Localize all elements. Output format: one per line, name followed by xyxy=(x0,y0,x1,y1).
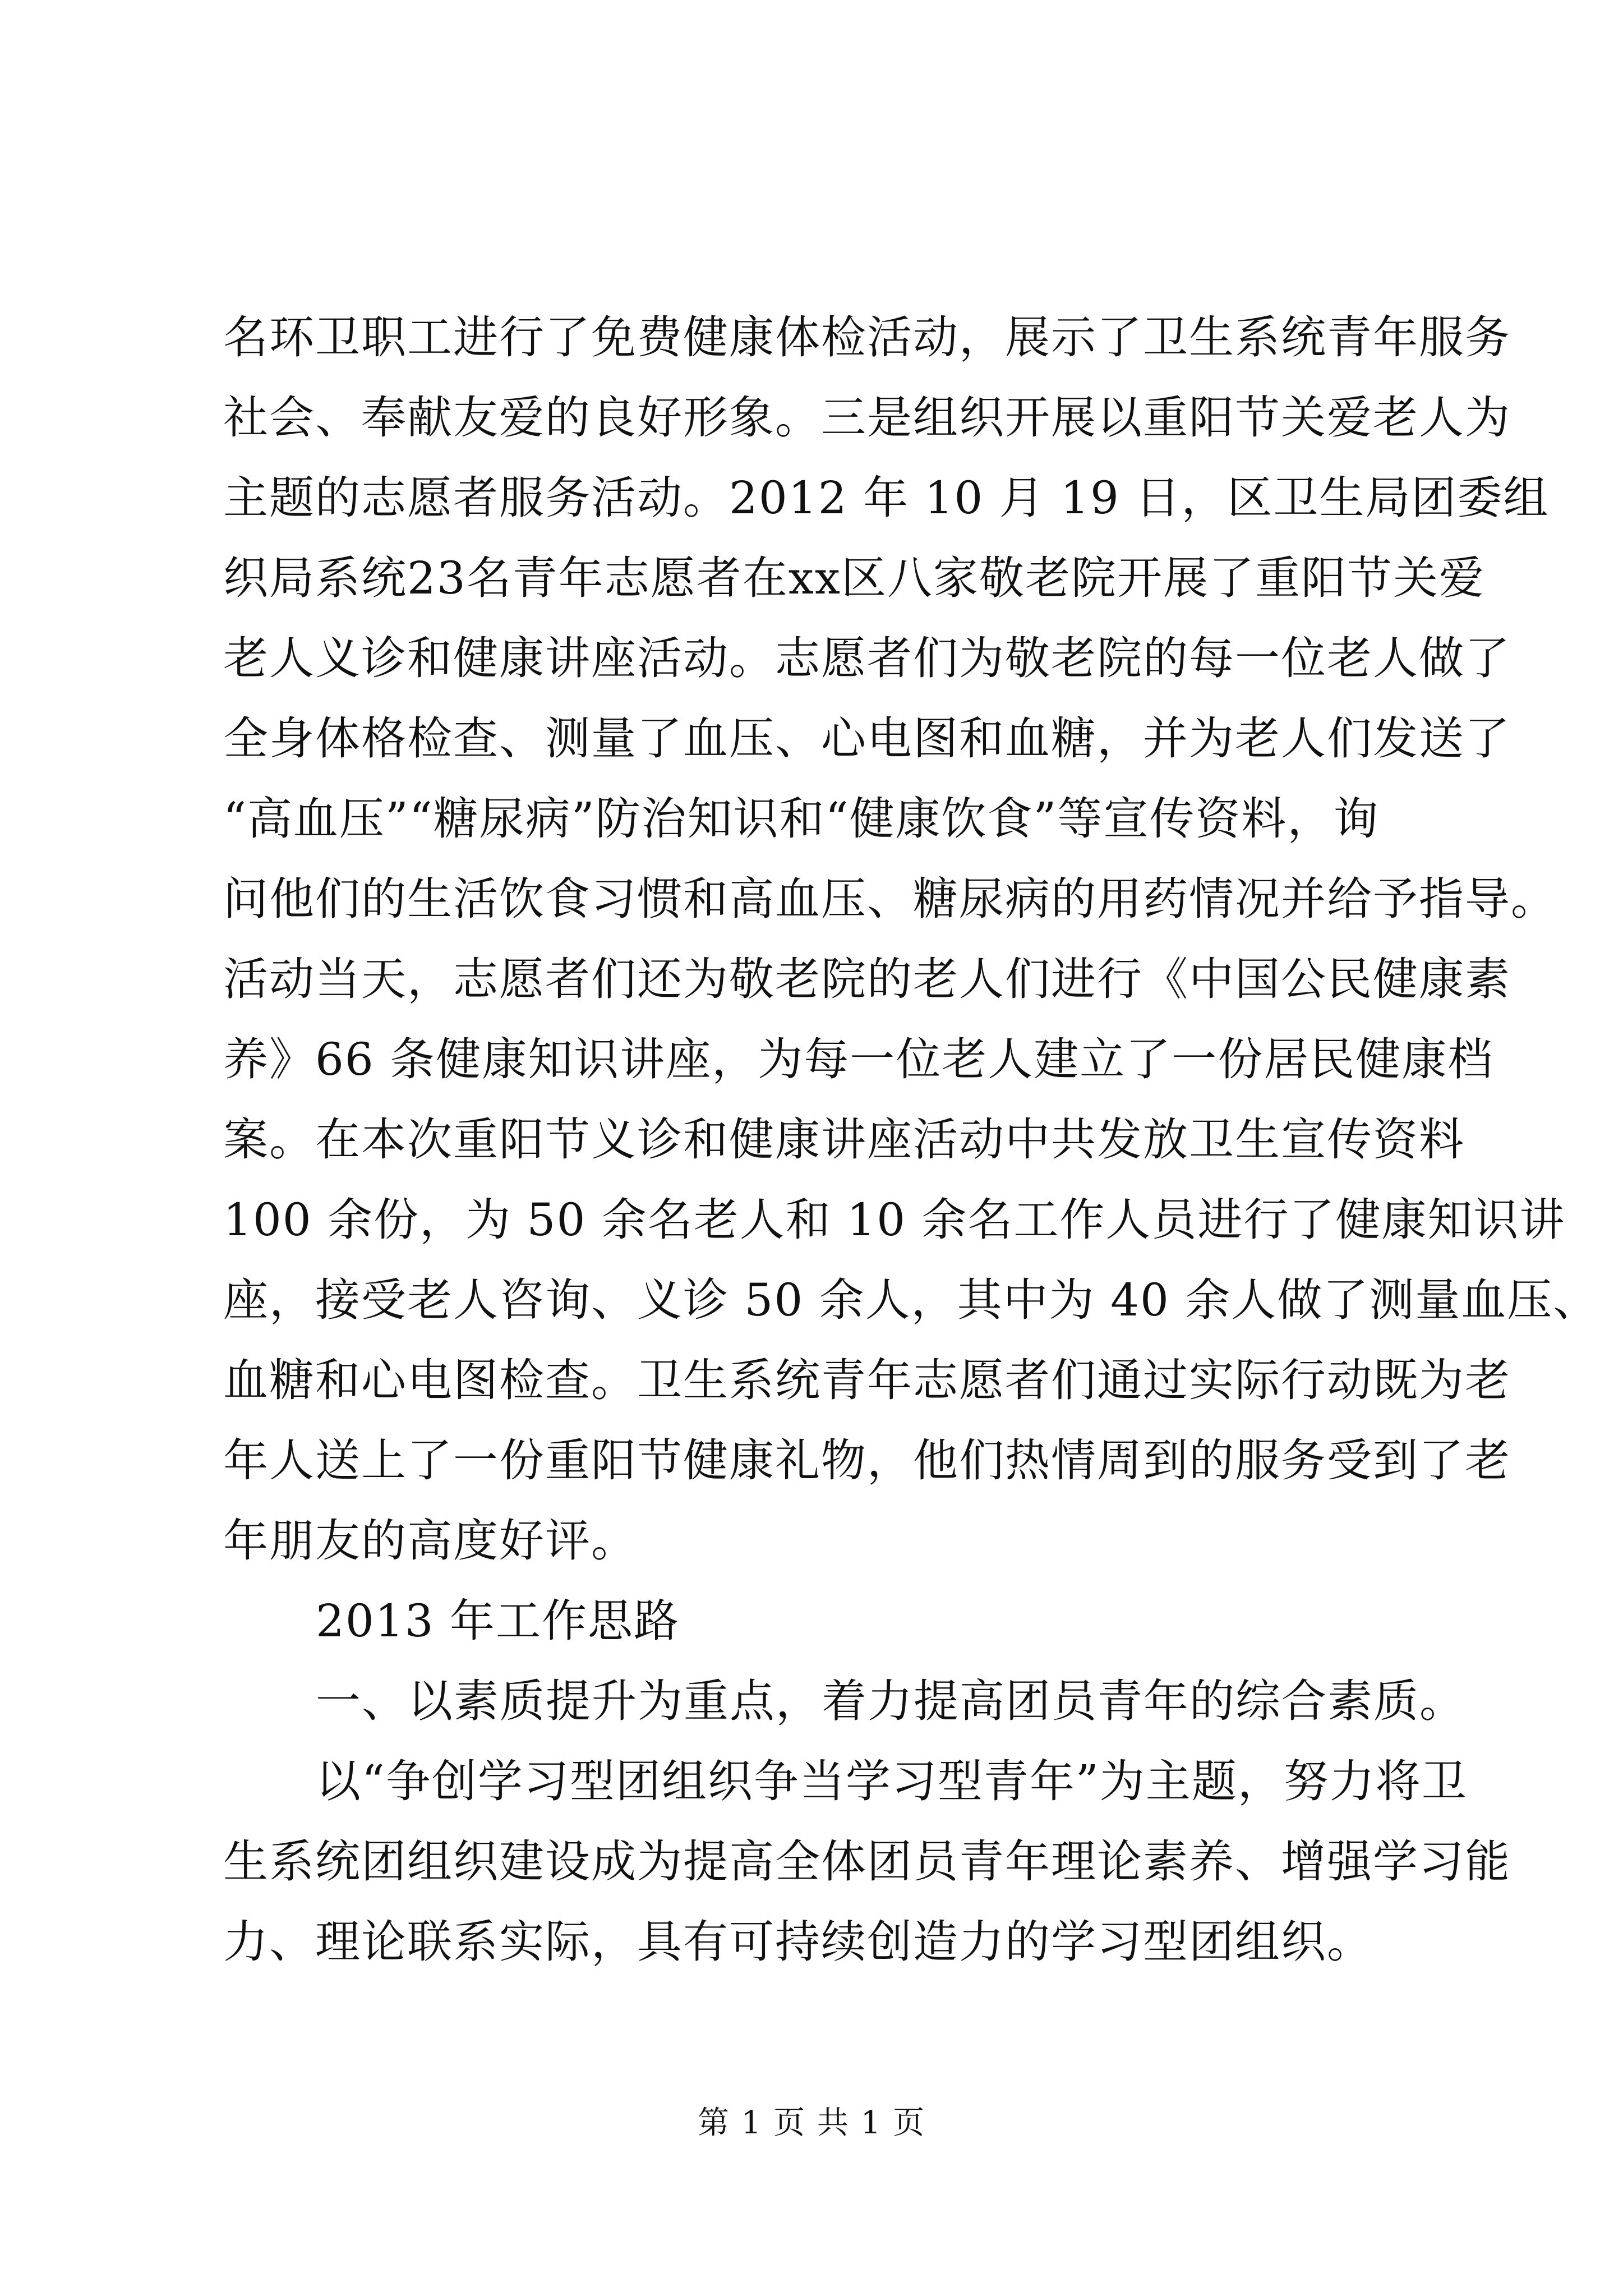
section-heading: 2013 年工作思路 xyxy=(316,1595,680,1647)
text-line: 主题的志愿者服务活动。2012 年 10 月 19 日，区卫生局团委组 xyxy=(223,472,1550,524)
text-line: 社会、奉献友爱的良好形象。三是组织开展以重阳节关爱老人为 xyxy=(223,392,1511,444)
text-line: 以“争创学习型团组织争当学习型青年”为主题，努力将卫 xyxy=(316,1755,1468,1807)
text-line: 养》66 条健康知识讲座，为每一位老人建立了一份居民健康档 xyxy=(223,1033,1494,1085)
text-line: 生系统团组织建设成为提高全体团员青年理论素养、增强学习能 xyxy=(223,1835,1511,1888)
text-line: 血糖和心电图检查。卫生系统青年志愿者们通过实际行动既为老 xyxy=(223,1354,1511,1406)
text-line: 座，接受老人咨询、义诊 50 余人，其中为 40 余人做了测量血压、 xyxy=(223,1274,1599,1326)
text-line: 年人送上了一份重阳节健康礼物，他们热情周到的服务受到了老 xyxy=(223,1434,1511,1487)
text-line: 老人义诊和健康讲座活动。志愿者们为敬老院的每一位老人做了 xyxy=(223,632,1511,684)
text-line: 名环卫职工进行了免费健康体检活动，展示了卫生系统青年服务 xyxy=(223,311,1511,364)
text-line: 年朋友的高度好评。 xyxy=(223,1515,637,1567)
page-footer: 第 1 页 共 1 页 xyxy=(697,2105,926,2141)
text-line: 活动当天，志愿者们还为敬老院的老人们进行《中国公民健康素 xyxy=(223,953,1511,1005)
text-line: 问他们的生活饮食习惯和高血压、糖尿病的用药情况并给予指导。 xyxy=(223,873,1557,925)
text-line: 100 余份，为 50 余名老人和 10 余名工作人员进行了健康知识讲 xyxy=(223,1194,1566,1246)
text-line: 力、理论联系实际，具有可持续创造力的学习型团组织。 xyxy=(223,1916,1373,1968)
document-body xyxy=(223,297,1599,1982)
section-title: 一、以素质提升为重点，着力提高团员青年的综合素质。 xyxy=(316,1675,1465,1727)
text-line: 织局系统23名青年志愿者在xx区八家敬老院开展了重阳节关爱 xyxy=(223,552,1486,604)
text-line: 案。在本次重阳节义诊和健康讲座活动中共发放卫生宣传资料 xyxy=(223,1114,1465,1166)
text-line: “高血压”“糖尿病”防治知识和“健康饮食”等宣传资料，询 xyxy=(223,793,1380,845)
text-line: 全身体格检查、测量了血压、心电图和血糖，并为老人们发送了 xyxy=(223,712,1511,765)
